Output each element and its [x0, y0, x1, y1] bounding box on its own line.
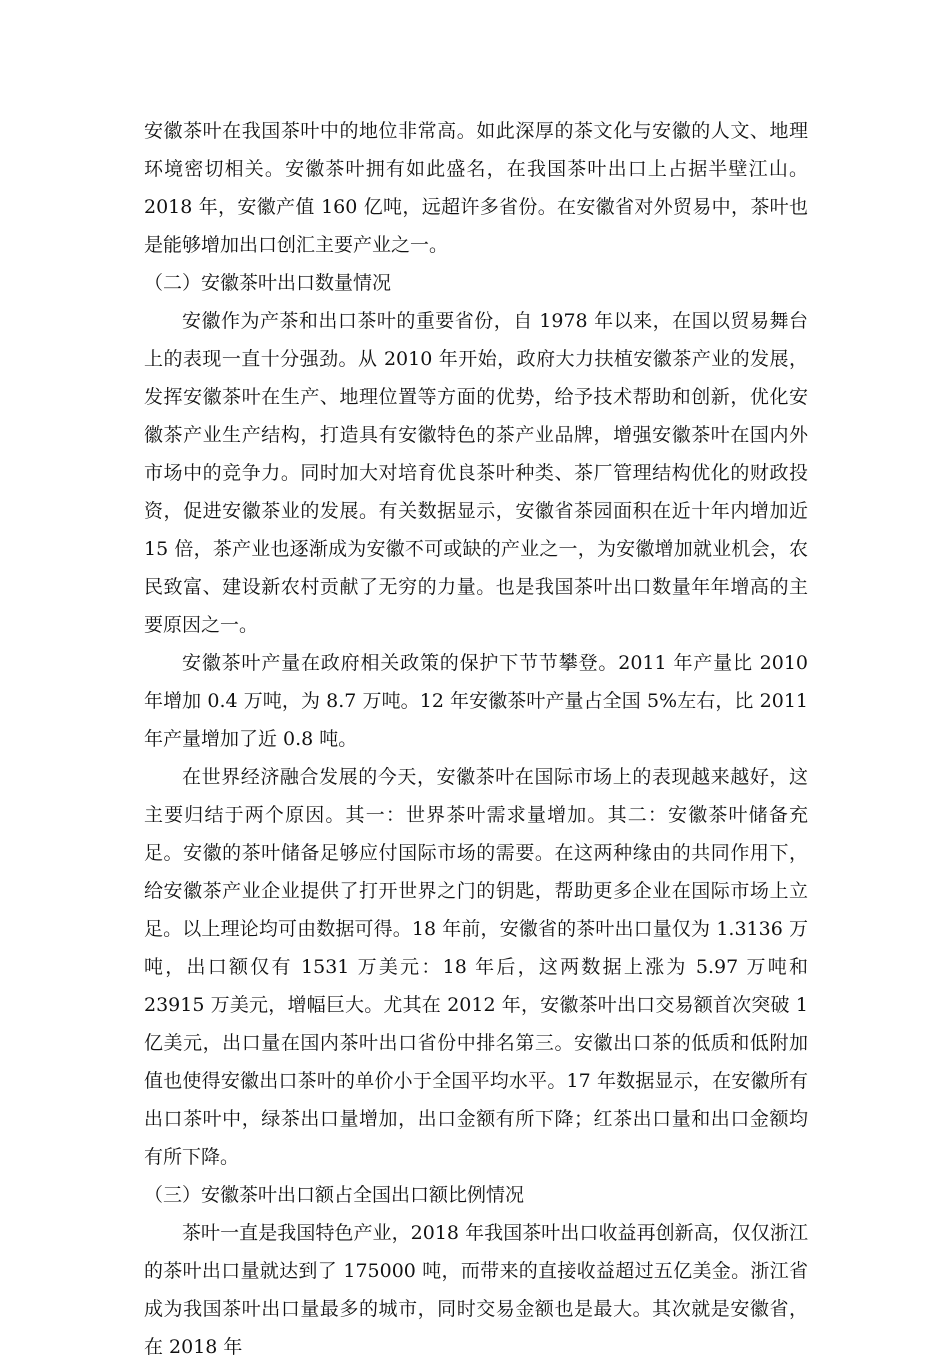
paragraph-international-market: 在世界经济融合发展的今天，安徽茶叶在国际市场上的表现越来越好，这主要归结于两个原因。其一：世界茶叶需求量增加。其二：安徽茶叶储备充足。安徽的茶叶储备足够应付国际市场的需要。在这两种缘由的共同作用下，给安徽茶产业企业提供了打开世界之门的钥匙，帮助更多企业在国际市场上立足。以上理论均可由数据可得。18 年前，安徽省的茶叶出口量仅为 1.3136 万吨，出口额仅有 1531 万美元：18 年后，这两数据上涨为 5.97 万吨和 23915 万美元，增幅巨大。尤其在 2012 年，安徽茶叶出口交易额首次突破 1 亿美元，出口量在国内茶叶出口省份中排名第三。安徽出口茶的低质和低附加值也使得安徽出口茶叶的单价小于全国平均水平。17 年数据显示，在安徽所有出口茶叶中，绿茶出口量增加，出口金额有所下降；红茶出口量和出口金额均有所下降。	[144, 766, 808, 1168]
section-heading-export-share: （三）安徽茶叶出口额占全国出口额比例情况	[144, 1184, 525, 1206]
section-heading-export-quantity: （二）安徽茶叶出口数量情况	[144, 272, 392, 294]
paragraph-export-policy: 安徽作为产茶和出口茶叶的重要省份，自 1978 年以来，在国以贸易舞台上的表现一直十分强劲。从 2010 年开始，政府大力扶植安徽茶产业的发展，发挥安徽茶叶在生产、地理位置等方面的优势，给予技术帮助和创新，优化安徽茶产业生产结构，打造具有安徽特色的茶产业品牌，增强安徽茶叶在国内外市场中的竞争力。同时加大对培育优良茶叶种类、茶厂管理结构优化的财政投资，促进安徽茶业的发展。有关数据显示，安徽省茶园面积在近十年内增加近 15 倍，茶产业也逐渐成为安徽不可或缺的产业之一，为安徽增加就业机会，农民致富、建设新农村贡献了无穷的力量。也是我国茶叶出口数量年年增高的主要原因之一。	[144, 310, 808, 636]
paragraph-export-share: 茶叶一直是我国特色产业，2018 年我国茶叶出口收益再创新高，仅仅浙江的茶叶出口量就达到了 175000 吨，而带来的直接收益超过五亿美金。浙江省成为我国茶叶出口量最多的城市，同时交易金额也是最大。其次就是安徽省，在 2018 年	[144, 1222, 808, 1358]
document-body	[144, 112, 808, 1366]
paragraph-intro-continued: 安徽茶叶在我国茶叶中的地位非常高。如此深厚的茶文化与安徽的人文、地理环境密切相关。安徽茶叶拥有如此盛名，在我国茶叶出口上占据半壁江山。2018 年，安徽产值 160 亿吨，远超许多省份。在安徽省对外贸易中，茶叶也是能够增加出口创汇主要产业之一。	[144, 120, 808, 256]
paragraph-production-growth: 安徽茶叶产量在政府相关政策的保护下节节攀登。2011 年产量比 2010 年增加 0.4 万吨，为 8.7 万吨。12 年安徽茶叶产量占全国 5%左右，比 2011 年产量增加了近 0.8 吨。	[144, 652, 808, 750]
